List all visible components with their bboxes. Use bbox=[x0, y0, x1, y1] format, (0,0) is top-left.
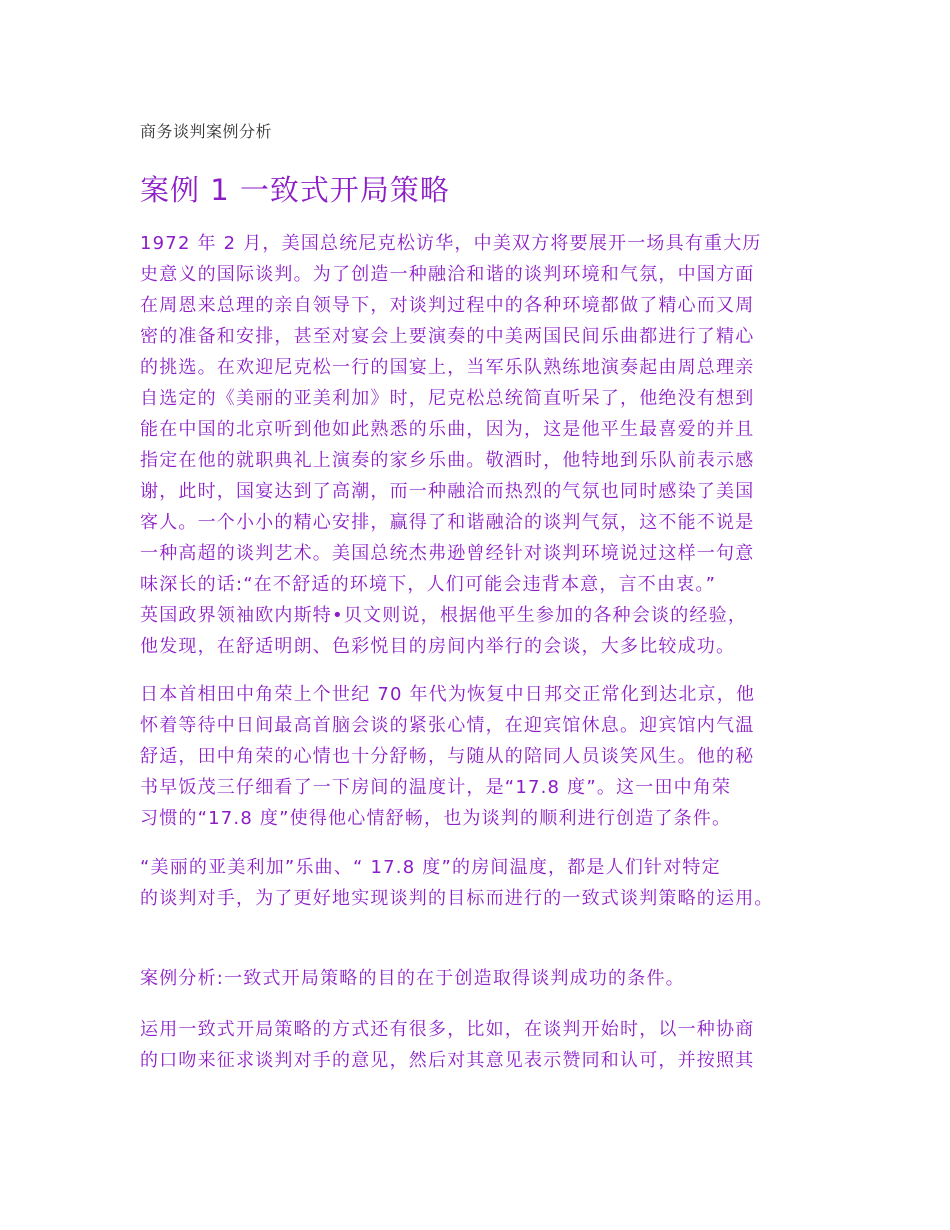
text-line: 英国政界领袖欧内斯特•贝文则说，根据他平生参加的各种会谈的经验， bbox=[140, 605, 748, 626]
text-line: 能在中国的北京听到他如此熟悉的乐曲，因为，这是他平生最喜爱的并且 bbox=[140, 419, 755, 440]
paragraph-nixon-visit bbox=[140, 228, 830, 662]
text-line: 1972 年 2 月，美国总统尼克松访华，中美双方将要展开一场具有重大历 bbox=[140, 233, 762, 254]
text-line: 味深长的话:“在不舒适的环境下，人们可能会违背本意，言不由衷。” bbox=[140, 574, 717, 595]
text-line: 密的准备和安排，甚至对宴会上要演奏的中美两国民间乐曲都进行了精心 bbox=[140, 326, 755, 347]
text-line: 怀着等待中日间最高首脑会谈的紧张心情，在迎宾馆休息。迎宾馆内气温 bbox=[140, 715, 755, 736]
text-line: 谢，此时，国宴达到了高潮，而一种融洽而热烈的气氛也同时感染了美国 bbox=[140, 481, 755, 502]
document-label: 商务谈判案例分析 bbox=[140, 122, 273, 141]
text-line: 日本首相田中角荣上个世纪 70 年代为恢复中日邦交正常化到达北京，他 bbox=[140, 684, 756, 705]
text-line: 习惯的“17.8 度”使得他心情舒畅，也为谈判的顺利进行创造了条件。 bbox=[140, 808, 732, 829]
text-line: 的谈判对手，为了更好地实现谈判的目标而进行的一致式谈判策略的运用。 bbox=[140, 888, 774, 909]
text-line: 在周恩来总理的亲自领导下，对谈判过程中的各种环境都做了精心而又周 bbox=[140, 295, 755, 316]
text-line: 客人。一个小小的精心安排，赢得了和谐融洽的谈判气氛，这不能不说是 bbox=[140, 512, 755, 533]
case-title: 案例 1 一致式开局策略 bbox=[140, 173, 450, 207]
text-line: 的挑选。在欢迎尼克松一行的国宴上，当军乐队熟练地演奏起由周总理亲 bbox=[140, 357, 755, 378]
text-line: 案例分析:一致式开局策略的目的在于创造取得谈判成功的条件。 bbox=[140, 968, 685, 989]
text-line: “美丽的亚美利加”乐曲、“ 17.8 度”的房间温度，都是人们针对特定 bbox=[140, 857, 721, 878]
text-line: 运用一致式开局策略的方式还有很多，比如，在谈判开始时，以一种协商 bbox=[140, 1019, 755, 1040]
text-line: 史意义的国际谈判。为了创造一种融洽和谐的谈判环境和气氛，中国方面 bbox=[140, 264, 755, 285]
paragraph-methods bbox=[140, 1014, 830, 1076]
text-line: 指定在他的就职典礼上演奏的家乡乐曲。敬酒时，他特地到乐队前表示感 bbox=[140, 450, 755, 471]
text-line: 的口吻来征求谈判对手的意见，然后对其意见表示赞同和认可，并按照其 bbox=[140, 1050, 755, 1071]
text-line: 舒适，田中角荣的心情也十分舒畅，与随从的陪同人员谈笑风生。他的秘 bbox=[140, 746, 755, 767]
text-line: 一种高超的谈判艺术。美国总统杰弗逊曾经针对谈判环境说过这样一句意 bbox=[140, 543, 755, 564]
paragraph-case-analysis bbox=[140, 963, 830, 994]
paragraph-tanaka-visit bbox=[140, 679, 830, 834]
text-line: 书早饭茂三仔细看了一下房间的温度计，是“17.8 度”。这一田中角荣 bbox=[140, 777, 732, 798]
text-line: 自选定的《美丽的亚美利加》时，尼克松总统简直听呆了，他绝没有想到 bbox=[140, 388, 755, 409]
paragraph-summary bbox=[140, 852, 830, 914]
text-line: 他发现，在舒适明朗、色彩悦目的房间内举行的会谈，大多比较成功。 bbox=[140, 636, 736, 657]
